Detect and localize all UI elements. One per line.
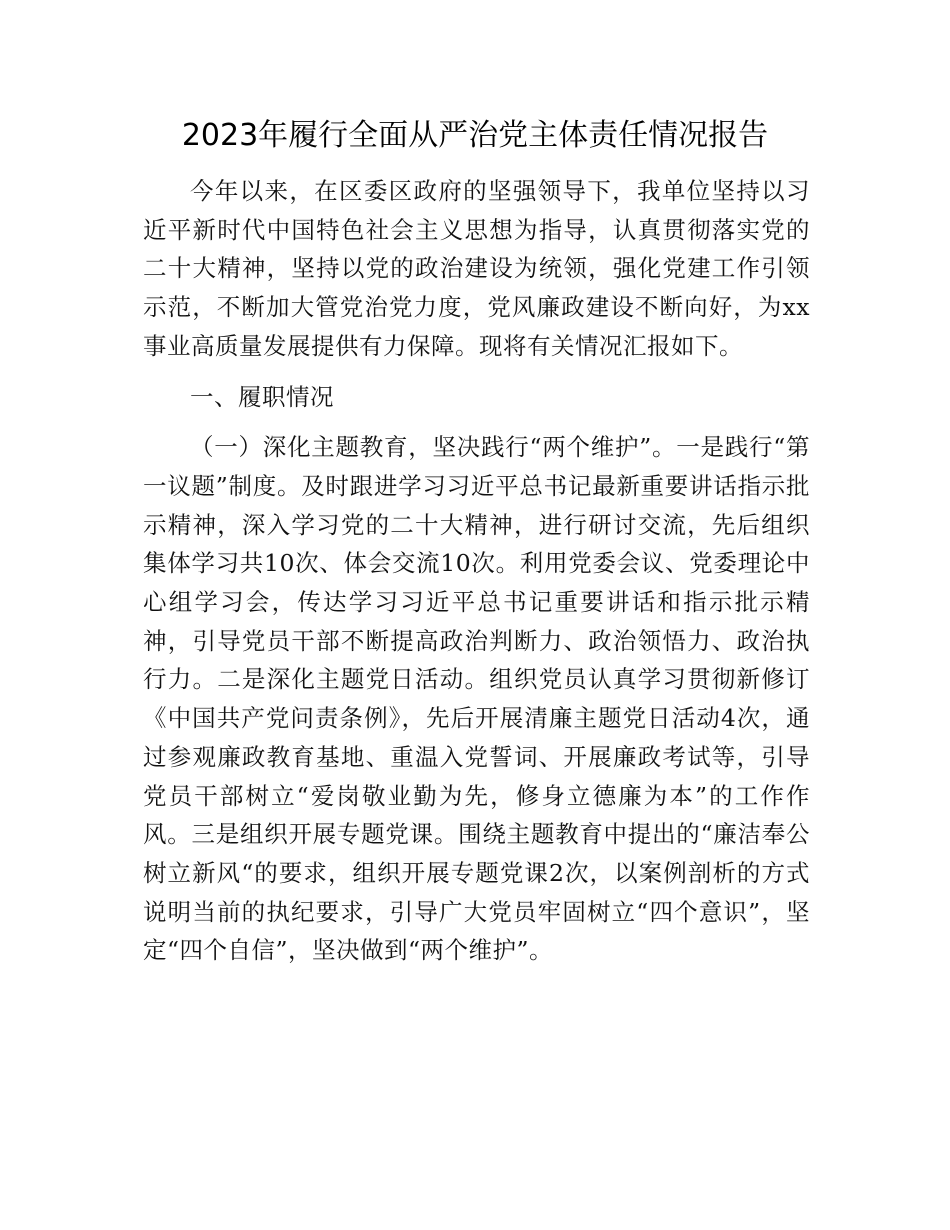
- section-heading: 一、履职情况: [190, 382, 334, 411]
- subsection-paragraph: （一）深化主题教育，坚决践行“两个维护”。一是践行“第一议题”制度。及时跟进学习习近平总书记最新重要讲话指示批示精神，深入学习党的二十大精神，进行研讨交流，先后组织集体学习共10次、体会交流10次。利用党委会议、党委理论中心组学习会，传达学习习近平总书记重要讲话和指示批示精神，引导党员干部不断提高政治判断力、政治领悟力、政治执行力。二是深化主题党日活动。组织党员认真学习贯彻新修订《中国共产党问责条例》，先后开展清廉主题党日活动4次，通过参观廉政教育基地、重温入党誓词、开展廉政考试等，引导党员干部树立“爱岗敬业勤为先，修身立德廉为本”的工作作风。三是组织开展专题党课。围绕主题教育中提出的“廉洁奉公树立新风“的要求，组织开展专题党课2次，以案例剖析的方式说明当前的执纪要求，引导广大党员牢固树立“四个意识”，坚定“四个自信”，坚决做到“两个维护”。: [143, 433, 810, 965]
- intro-paragraph: 今年以来，在区委区政府的坚强领导下，我单位坚持以习近平新时代中国特色社会主义思想为指导，认真贯彻落实党的二十大精神，坚持以党的政治建设为统领，强化党建工作引领示范，不断加大管党治党力度，党风廉政建设不断向好，为xx事业高质量发展提供有力保障。现将有关情况汇报如下。: [143, 177, 810, 360]
- document-body: [143, 172, 810, 970]
- document-title: 2023年履行全面从严治党主体责任情况报告: [181, 118, 769, 153]
